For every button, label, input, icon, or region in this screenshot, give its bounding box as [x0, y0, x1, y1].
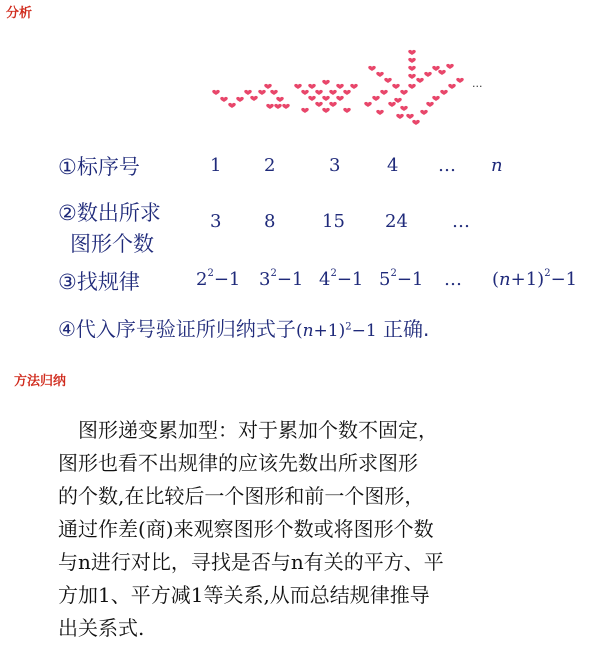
heart-shape: [282, 104, 290, 109]
heart-shape: [368, 66, 376, 71]
heart-shape: [438, 70, 446, 75]
heart-shape: [384, 78, 392, 83]
method-line: 方加1、平方减1等关系,从而总结规律推导: [58, 583, 430, 607]
heart-shape: [294, 84, 302, 89]
row-label-index: ①标序号: [58, 155, 140, 179]
heart-shape: [250, 96, 258, 101]
heart-shape: [322, 80, 330, 85]
heart-shape: [400, 90, 408, 95]
heart-shape: [408, 50, 416, 55]
section-label-analysis: 分析: [6, 6, 33, 21]
heart-shape: [236, 97, 244, 102]
heart-shape: [456, 78, 464, 83]
heart-shape: [408, 84, 416, 89]
heart-shape: [372, 96, 380, 101]
heart-shape: [420, 110, 428, 115]
section-label-method: 方法归纳: [14, 374, 67, 389]
heart-shape: [396, 114, 404, 119]
cell-count-ellipsis: …: [452, 211, 470, 232]
heart-shape: [376, 110, 384, 115]
cell-count-4: 24: [385, 211, 408, 232]
heart-shape: [301, 108, 309, 113]
heart-shape: [244, 90, 252, 95]
heart-shape: [315, 90, 323, 95]
heart-shape: [406, 114, 414, 119]
row-label-pattern: ③找规律: [58, 270, 140, 294]
heart-shape: [440, 90, 448, 95]
hearts-pattern-figure: [0, 0, 600, 140]
cell-count-3: 15: [322, 211, 345, 232]
conclusion-line: ④代入序号验证所归纳式子$(n+1)^2-1$ 正确.: [58, 317, 430, 341]
cell-count-2: 8: [264, 211, 276, 232]
cell-index-2: 2: [264, 155, 276, 176]
heart-shape: [376, 72, 384, 77]
heart-shape: [276, 97, 284, 102]
heart-shape: [416, 78, 424, 83]
heart-shape: [394, 98, 402, 103]
heart-shape: [264, 84, 272, 89]
cell-pattern-1: $2^2-1$: [196, 268, 241, 290]
heart-shape: [322, 96, 330, 101]
heart-shape: [432, 96, 440, 101]
method-line: 出关系式.: [58, 616, 145, 640]
heart-shape: [258, 90, 266, 95]
heart-shape: [343, 90, 351, 95]
heart-shape: [424, 72, 432, 77]
heart-shape: [266, 104, 274, 109]
heart-shape: [228, 103, 236, 108]
cell-pattern-n: $(n+1)^2-1$: [492, 268, 578, 290]
heart-shape: [408, 58, 416, 63]
heart-shape: [308, 96, 316, 101]
method-line: 图形也看不出规律的应该先数出所求图形: [58, 451, 418, 475]
heart-shape: [274, 104, 282, 109]
method-line: 与n进行对比，寻找是否与n有关的平方、平: [58, 550, 444, 574]
heart-shape: [336, 84, 344, 89]
cell-index-ellipsis: …: [438, 155, 456, 176]
heart-shape: [343, 108, 351, 113]
method-line: 通过作差(商)来观察图形个数或将图形个数: [58, 517, 434, 541]
heart-shape: [400, 106, 408, 111]
heart-shape: [301, 90, 309, 95]
row-label-count-line2: 图形个数: [70, 232, 154, 256]
method-line: 的个数,在比较后一个图形和前一个图形，: [58, 484, 425, 508]
heart-shape: [315, 102, 323, 107]
heart-shape: [380, 90, 388, 95]
cell-index-4: 4: [387, 155, 399, 176]
heart-shape: [270, 90, 278, 95]
heart-shape: [432, 66, 440, 71]
cell-pattern-3: $4^2-1$: [319, 268, 364, 290]
heart-shape: [446, 64, 454, 69]
method-line: 图形递变累加型：对于累加个数不固定，: [58, 418, 438, 442]
heart-shape: [388, 102, 396, 107]
cell-index-n: n: [491, 155, 503, 176]
figure-ellipsis: ···: [472, 80, 483, 93]
heart-shape: [408, 74, 416, 79]
heart-shape: [212, 90, 220, 95]
heart-shape: [392, 84, 400, 89]
cell-index-1: 1: [210, 155, 222, 176]
cell-index-3: 3: [329, 155, 341, 176]
cell-pattern-ellipsis: …: [444, 269, 462, 290]
heart-shape: [220, 97, 228, 102]
heart-shape: [412, 120, 420, 125]
heart-shape: [426, 102, 434, 107]
heart-shape: [336, 96, 344, 101]
heart-shape: [329, 90, 337, 95]
heart-shape: [408, 66, 416, 71]
cell-pattern-2: $3^2-1$: [259, 268, 304, 290]
row-label-count-line1: ②数出所求: [58, 201, 161, 225]
heart-shape: [364, 102, 372, 107]
heart-shape: [322, 108, 330, 113]
heart-shape: [448, 84, 456, 89]
cell-pattern-4: $5^2-1$: [379, 268, 424, 290]
cell-count-1: 3: [210, 211, 222, 232]
heart-shape: [329, 102, 337, 107]
heart-shape: [350, 84, 358, 89]
method-paragraph: [58, 414, 588, 645]
heart-shape: [308, 84, 316, 89]
